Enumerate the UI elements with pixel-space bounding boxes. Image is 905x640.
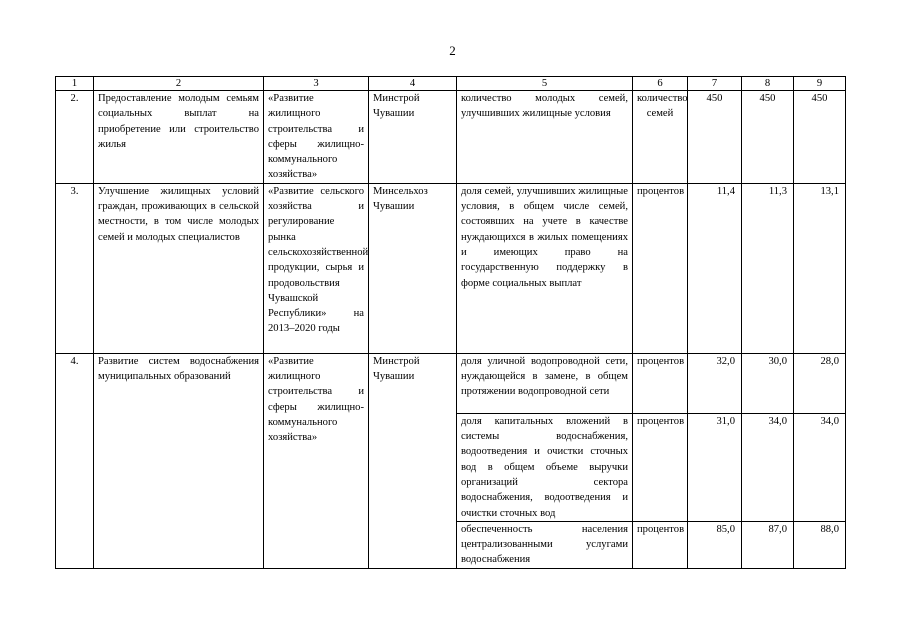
column-header: 9 xyxy=(794,77,846,91)
column-header: 2 xyxy=(94,77,264,91)
column-header: 1 xyxy=(56,77,94,91)
unit-cell: процентов xyxy=(633,521,688,568)
value-cell: 34,0 xyxy=(742,413,794,521)
value-cell: 11,4 xyxy=(688,183,742,353)
column-header: 8 xyxy=(742,77,794,91)
row-number: 2. xyxy=(56,91,94,184)
page-number: 2 xyxy=(449,43,456,58)
executor-cell: Минсельхоз Чувашии xyxy=(369,183,457,353)
measure-cell: Улучшение жилищных условий граждан, проживающих в сельской местности, в том числе молодых семей и молодых специалистов xyxy=(94,183,264,353)
indicator-name-cell: доля капитальных вложений в системы водоснабжения, водоотведения и очистки сточных вод в общем объеме выручки организаций сектора водоснабжения, водоотведения и очистки сточных вод xyxy=(457,413,633,521)
table-row xyxy=(56,183,846,353)
table-row xyxy=(56,91,846,184)
measure-cell: Предоставление молодым семьям социальных выплат на приобретение или строительство жилья xyxy=(94,91,264,184)
unit-cell: процентов xyxy=(633,413,688,521)
value-cell: 31,0 xyxy=(688,413,742,521)
value-cell: 450 xyxy=(688,91,742,184)
column-header: 7 xyxy=(688,77,742,91)
indicator-name-cell: доля уличной водопроводной сети, нуждающейся в замене, в общем протяжении водопроводной сети xyxy=(457,353,633,413)
executor-cell: Минстрой Чувашии xyxy=(369,353,457,568)
executor-cell: Минстрой Чувашии xyxy=(369,91,457,184)
row-number: 3. xyxy=(56,183,94,353)
row-number: 4. xyxy=(56,353,94,568)
measure-cell: Развитие систем водоснабжения муниципальных образований xyxy=(94,353,264,568)
program-cell: «Развитие жилищного строительства и сферы жилищно-коммунального хозяйства» xyxy=(264,353,369,568)
unit-cell: процентов xyxy=(633,183,688,353)
value-cell: 87,0 xyxy=(742,521,794,568)
value-cell: 450 xyxy=(742,91,794,184)
program-cell: «Развитие жилищного строительства и сферы жилищно-коммунального хозяйства» xyxy=(264,91,369,184)
indicator-name-cell: количество молодых семей, улучшивших жилищные условия xyxy=(457,91,633,184)
value-cell: 32,0 xyxy=(688,353,742,413)
value-cell: 11,3 xyxy=(742,183,794,353)
column-header: 5 xyxy=(457,77,633,91)
column-header: 4 xyxy=(369,77,457,91)
value-cell: 34,0 xyxy=(794,413,846,521)
indicators-table xyxy=(55,76,846,569)
unit-cell: количество семей xyxy=(633,91,688,184)
value-cell: 28,0 xyxy=(794,353,846,413)
value-cell: 450 xyxy=(794,91,846,184)
column-header: 3 xyxy=(264,77,369,91)
column-number-row xyxy=(56,77,846,91)
indicator-name-cell: доля семей, улучшивших жилищные условия, в общем числе семей, состоявших на учете в качестве нуждающихся в жилых помещениях и имеющих право на государственную поддержку в форме социальных выплат xyxy=(457,183,633,353)
value-cell: 30,0 xyxy=(742,353,794,413)
column-header: 6 xyxy=(633,77,688,91)
indicator-name-cell: обеспеченность населения централизованными услугами водоснабжения xyxy=(457,521,633,568)
value-cell: 88,0 xyxy=(794,521,846,568)
unit-cell: процентов xyxy=(633,353,688,413)
value-cell: 85,0 xyxy=(688,521,742,568)
program-cell: «Развитие сельского хозяйства и регулирование рынка сельскохозяйственной продукции, сырья и продовольствия Чувашской Республики» на 2013–2020 годы xyxy=(264,183,369,353)
table-row xyxy=(56,353,846,413)
value-cell: 13,1 xyxy=(794,183,846,353)
